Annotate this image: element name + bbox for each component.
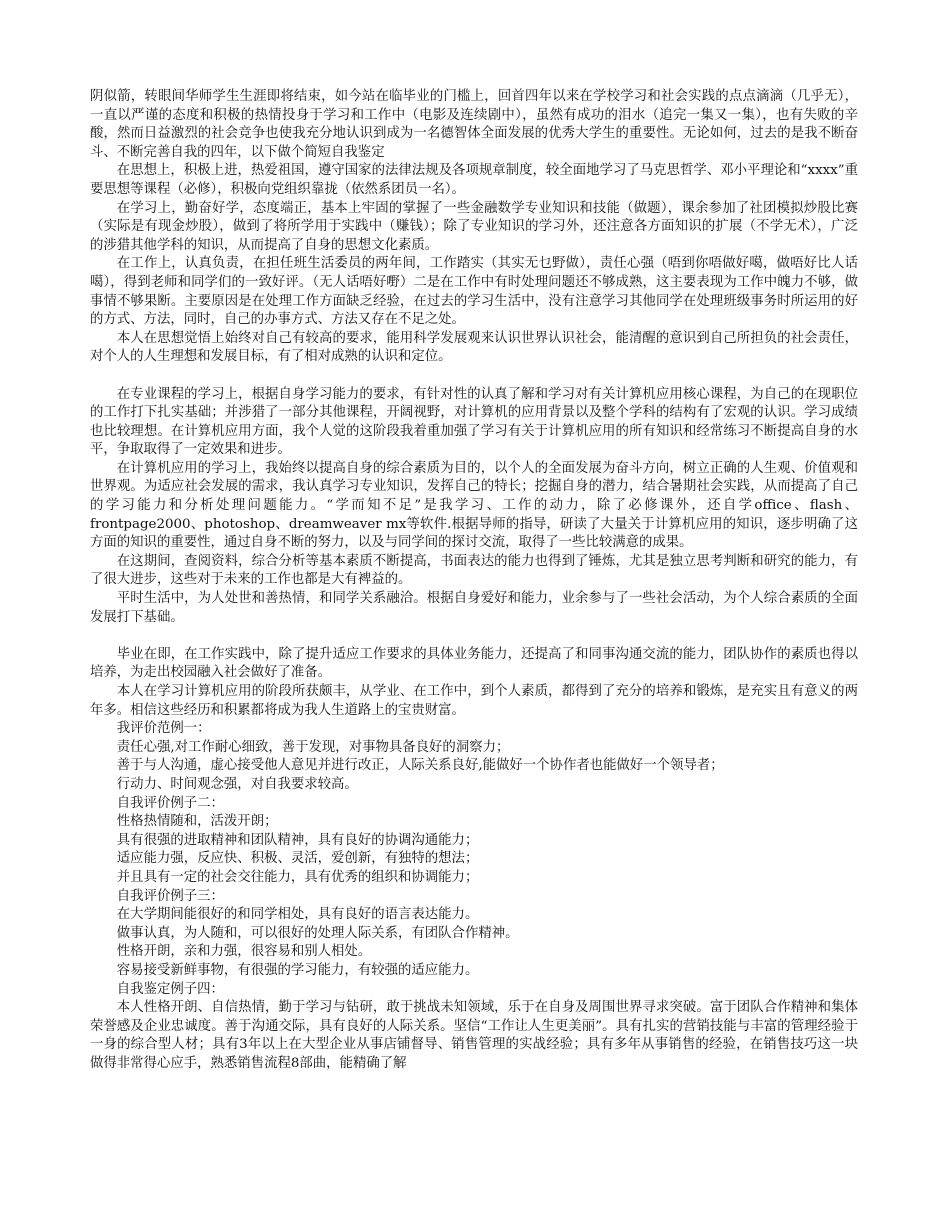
paragraph: 本人在思想觉悟上始终对自己有较高的要求，能用科学发展观来认识世界认识社会，能清醒的意识到自己所担负的社会责任，对个人的人生理想和发展目标，有了相对成熟的认识和定位。: [90, 330, 858, 365]
paragraph: 阴似箭，转眼间华师学生生涯即将结束，如今站在临毕业的门槛上，回首四年以来在学校学习和社会实践的点点滴滴（几乎无），一直以严谨的态度和积极的热情投身于学习和工作中（电影及连续剧中），虽然有成功的泪水（追完一集又一集），也有失败的辛酸，然而日益激烈的社会竞争也使我充分地认识到成为一名德智体全面发展的优秀大学生的重要性。无论如何，过去的是我不断奋斗、不断完善自我的四年，以下做个简短自我鉴定: [90, 89, 858, 160]
paragraph: 适应能力强，反应快、积极、灵活，爱创新，有独特的想法；: [116, 851, 479, 867]
paragraph: 具有很强的进取精神和团队精神，具有良好的协调沟通能力；: [116, 832, 479, 848]
paragraph: 毕业在即，在工作实践中，除了提升适应工作要求的具体业务能力，还提高了和同事沟通交流的能力，团队协作的素质也得以培养，为走出校园融入社会做好了准备。: [90, 646, 858, 681]
paragraph: 本人在学习计算机应用的阶段所获颇丰，从学业、在工作中，到个人素质，都得到了充分的培养和锻炼，是充实且有意义的两年多。相信这些经历和积累都将成为我人生道路上的宝贵财富。: [90, 684, 858, 718]
paragraph: 在专业课程的学习上，根据自身学习能力的要求，有针对性的认真了解和学习对有关计算机应用核心课程，为自己的在现职位的工作打下扎实基础；并涉猎了一部分其他课程，开阔视野，对计算机的应用背景以及整个学科的结构有了宏观的认识。学习成绩也比较理想。在计算机应用方面，我个人觉的这阶段我着重加强了学习有关于计算机应用的所有知识和经常练习不断提高自身的水平，争取取得了一定效果和进步。: [90, 386, 858, 458]
paragraph: 我评价范例一：: [116, 721, 211, 737]
paragraph: 行动力、时间观念强，对自我要求较高。: [116, 776, 358, 792]
paragraph: 责任心强,对工作耐心细致，善于发现，对事物具备良好的洞察力；: [116, 739, 510, 755]
paragraph: 平时生活中，为人处世和善热情，和同学关系融洽。根据自身爱好和能力，业余参与了一些社会活动，为个人综合素质的全面发展打下基础。: [90, 591, 858, 625]
paragraph: 容易接受新鲜事物，有很强的学习能力，有较强的适应能力。: [116, 962, 479, 978]
paragraph: 性格热情随和，活泼开朗；: [116, 814, 278, 830]
paragraph: 并且具有一定的社会交往能力，具有优秀的组织和协调能力；: [116, 869, 479, 885]
paragraph: 做事认真，为人随和，可以很好的处理人际关系，有团队合作精神。: [116, 925, 519, 941]
paragraph: 在学习上，勤奋好学，态度端正，基本上牢固的掌握了一些金融数学专业知识和技能（做题），课余参加了社团模拟炒股比赛（实际是有现金炒股），做到了将所学用于实践中（赚钱）；除了专业知识的学习外，还注意各方面知识的扩展（不学无术），广泛的涉猎其他学科的知识，从而提高了自身的思想文化素质。: [90, 200, 858, 253]
paragraph: 自我鉴定例子四：: [116, 981, 224, 997]
paragraph: 在这期间，查阅资料，综合分析等基本素质不断提高，书面表达的能力也得到了锤炼，尤其是独立思考判断和研究的能力，有了很大进步，这些对于未来的工作也都是大有裨益的。: [90, 553, 858, 588]
paragraph: 性格开朗，亲和力强，很容易和别人相处。: [116, 944, 372, 960]
paragraph: 在工作上，认真负责，在担任班生活委员的两年间，工作踏实（其实无乜野做），责任心强（唔到你唔做好噶，做唔好比人话噶），得到老师和同学们的一致好评。（无人话唔好嘢）二是在工作中有时处理问题还不够成熟，这主要表现为工作中魄力不够，做事情不够果断。主要原因是在处理工作方面缺乏经验，在过去的学习生活中，没有注意学习其他同学在处理班级事务时所运用的好的方式、方法，同时，自己的办事方式、方法又存在不足之处。: [90, 256, 858, 328]
paragraph: 在计算机应用的学习上，我始终以提高自身的综合素质为目的，以个人的全面发展为奋斗方向，树立正确的人生观、价值观和世界观。为适应社会发展的需求，我认真学习专业知识，发挥自己的特长；挖掘自身的潜力，结合暑期社会实践，从而提高了自己的学习能力和分析处理问题能力。“学而知不足”是我学习、工作的动力，除了必修课外，还自学office、flash、frontpage2000、photoshop、dreamweaver mx等软件.根据导师的指导，研读了大量关于计算机应用的知识，逐步明确了这方面的知识的重要性，通过自身不断的努力，以及与同学间的探讨交流，取得了一些比较满意的成果。: [90, 460, 858, 551]
document-body: [90, 88, 858, 1073]
paragraph: 善于与人沟通，虚心接受他人意见并进行改正，人际关系良好,能做好一个协作者也能做好一个领导者；: [116, 758, 724, 774]
paragraph: 本人性格开朗、自信热情，勤于学习与钻研，敢于挑战未知领域，乐于在自身及周围世界寻求突破。富于团队合作精神和集体荣誉感及企业忠诚度。善于沟通交际，具有良好的人际关系。坚信“工作让人生更美丽”。具有扎实的营销技能与丰富的管理经验于一身的综合型人材；具有3年以上在大型企业从事店铺督导、销售管理的实战经验；具有多年从事销售的经验，在销售技巧这一块做得非常得心应手，熟悉销售流程8部曲，能精确了解: [90, 1000, 858, 1071]
paragraph: 自我评价例子三：: [116, 888, 224, 904]
paragraph: 在思想上，积极上进，热爱祖国，遵守国家的法律法规及各项规章制度，较全面地学习了马克思哲学、邓小平理论和“xxxx”重要思想等课程（必修），积极向党组织靠拢（依然系团员一名）。: [90, 163, 858, 197]
paragraph: 自我评价例子二：: [116, 795, 224, 811]
paragraph: 在大学期间能很好的和同学相处，具有良好的语言表达能力。: [116, 907, 479, 923]
